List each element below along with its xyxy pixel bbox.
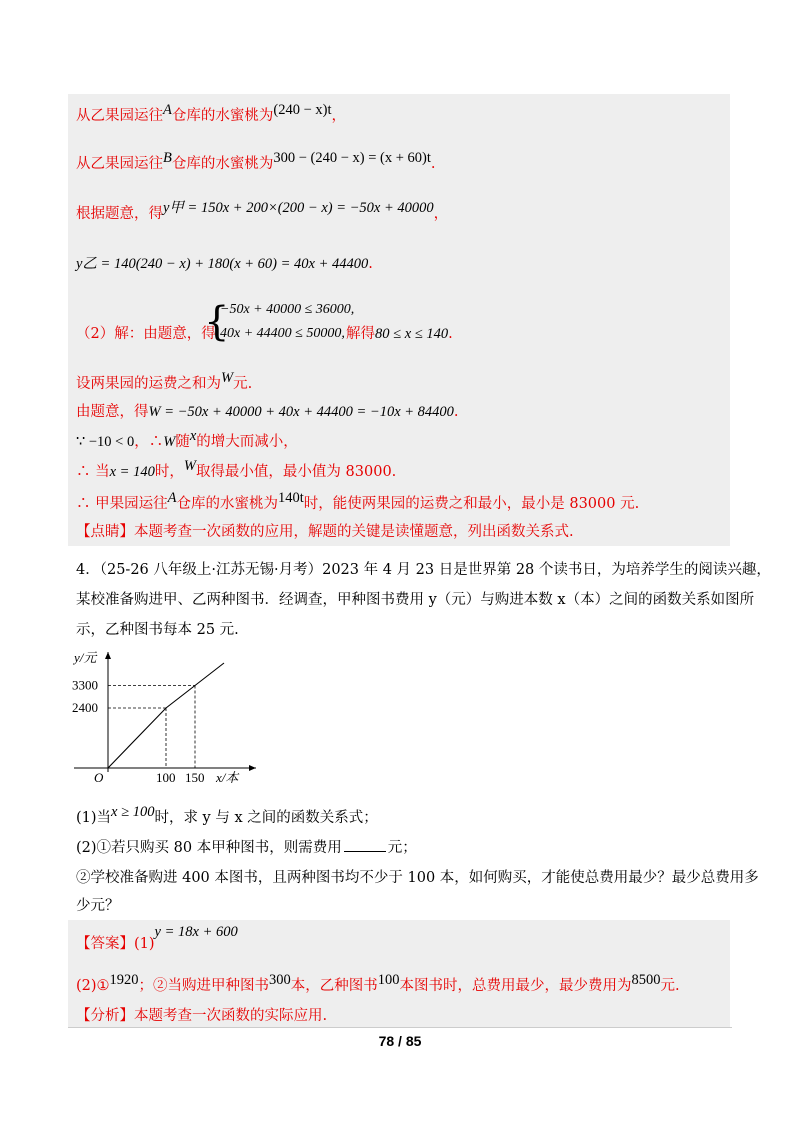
analysis-line: 【分析】本题考查一次函数的实际应用. — [76, 1008, 328, 1024]
solution-line-2: 从乙果园运往B仓库的水蜜桃为300 − (240 − x) = (x + 60)t. — [76, 150, 436, 172]
solution-line-3: 根据题意，得y甲 = 150x + 200×(200 − x) = −50x + 40000， — [76, 200, 449, 222]
conclusion-line: ∴ 甲果园运往A仓库的水蜜桃为140t时，能使两果园的运费之和最小，最小是 83000 元. — [76, 490, 640, 512]
answer-line-1: 【答案】(1)y = 18x + 600 — [76, 924, 238, 952]
because-line: ∵ −10 < 0，∴W随x的增大而减小， — [76, 428, 298, 450]
y-tick-label-2400: 2400 — [72, 700, 98, 715]
solve-result: 解得80 ≤ x ≤ 140. — [346, 326, 453, 342]
x-axis-label: x/本 — [216, 770, 239, 785]
solution-line-1: 从乙果园运往A仓库的水蜜桃为(240 − x)t， — [76, 102, 346, 124]
question-2: (2)①若只购买 80 本甲种图书，则需费用 元； — [76, 840, 417, 856]
problem4-line-3: 示，乙种图书每本 25 元. — [76, 622, 239, 638]
function-graph — [66, 648, 266, 788]
solution-line-4: y乙 = 140(240 − x) + 180(x + 60) = 40x + 44400. — [76, 256, 373, 272]
x-axis-arrow — [249, 765, 256, 771]
system-brace: { — [204, 299, 230, 345]
question-3-line-1: ②学校准备购进 400 本图书，且两种图书均不少于 100 本，如何购买，才能使总费用最少？最少总费用多 — [76, 870, 759, 886]
when-line: ∴ 当x = 140时，W取得最小值，最小值为 83000. — [76, 458, 397, 480]
answer-blank[interactable] — [344, 851, 386, 852]
w-define-line: 设两果园的运费之和为W元. — [76, 370, 253, 392]
w-equation-line: 由题意，得W = −50x + 40000 + 40x + 44400 = −10x + 84400. — [76, 404, 459, 420]
answer-line-2: (2)①1920；②当购进甲种图书300本，乙种图书100本图书时，总费用最少，最少费用为8500元. — [76, 972, 680, 994]
footer-divider — [68, 1027, 732, 1028]
x-tick-label-100: 100 — [156, 770, 176, 785]
problem4-line-2: 某校准备购进甲、乙两种图书．经调查，甲种图书费用 y（元）与购进本数 x（本）之间的函数关系如图所 — [76, 592, 755, 608]
review-note: 【点睛】本题考查一次函数的应用，解题的关键是读懂题意，列出函数关系式. — [76, 524, 574, 540]
origin-label: O — [94, 770, 104, 785]
y-axis-label: y/元 — [74, 650, 97, 665]
y-tick-label-3300: 3300 — [72, 677, 98, 693]
question-3-line-2: 少元？ — [76, 898, 120, 914]
part2-line: （2）解：由题意，得 — [76, 326, 216, 342]
y-axis-arrow — [105, 652, 111, 659]
inequality-1: −50x + 40000 ≤ 36000, — [220, 302, 355, 317]
problem4-line-1: 4．（25-26 八年级上·江苏无锡·月考）2023 年 4 月 23 日是世界第 28 个读书日，为培养学生的阅读兴趣， — [76, 562, 771, 578]
page-number: 78 / 85 — [378, 1033, 422, 1049]
inequality-2: 40x + 44400 ≤ 50000, — [220, 326, 345, 341]
question-1: (1)当x ≥ 100时，求 y 与 x 之间的函数关系式； — [76, 804, 378, 826]
x-tick-label-150: 150 — [185, 770, 205, 785]
